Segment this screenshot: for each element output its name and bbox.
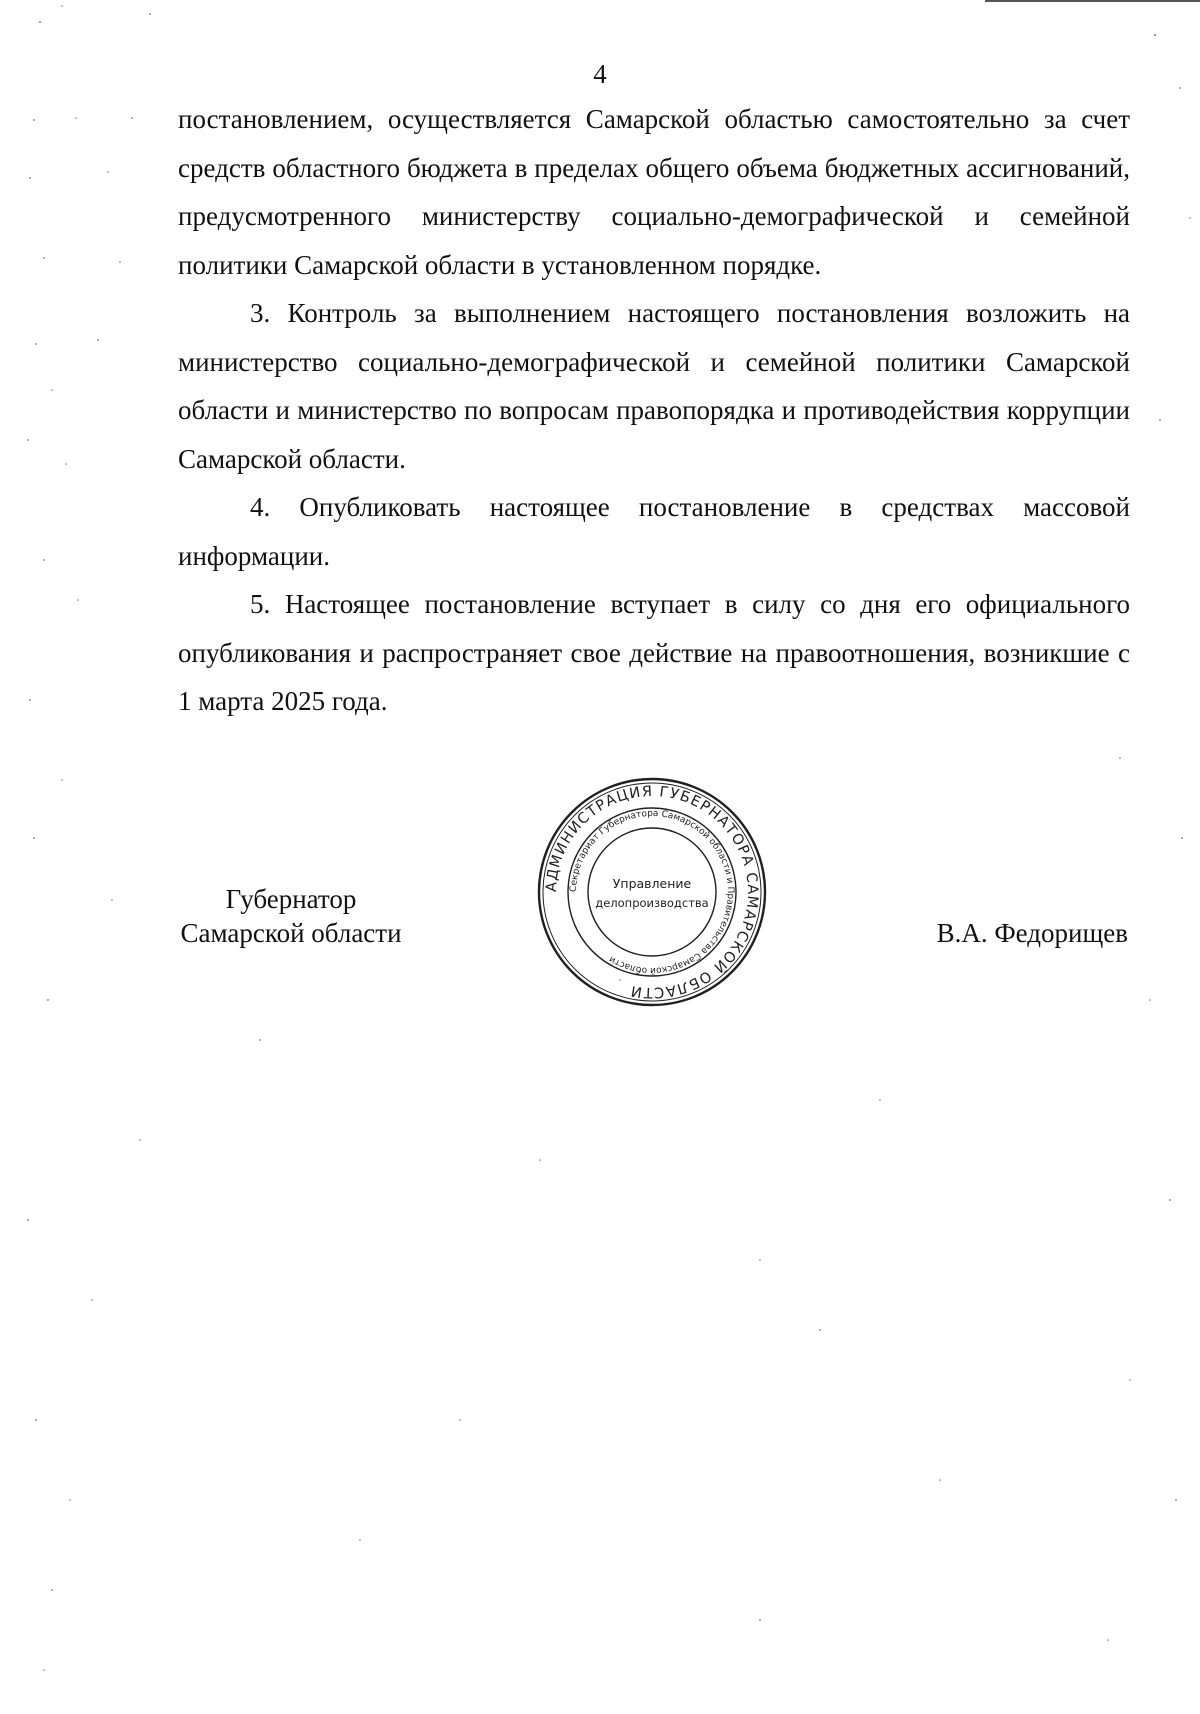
signatory-position-line2: Самарской области — [180, 918, 402, 948]
seal-inner-ring — [588, 828, 716, 956]
seal-center-line2: делопроизводства — [595, 896, 709, 910]
seal-outer-text: АДМИНИСТРАЦИЯ ГУБЕРНАТОРА САМАРСКОЙ ОБЛАСТИ — [543, 783, 761, 1001]
signatory-position — [172, 882, 410, 950]
signatory-name: В.А. Федорищев — [936, 918, 1128, 948]
paragraph-4-publish: 4. Опубликовать настоящее постановление в средствах массовой информации. — [178, 492, 1130, 571]
paragraph-3-control: 3. Контроль за выполнением настоящего постановления возложить на министерство социально-демографической и семейной политики Самарской области и министерство по вопросам правопорядка и противодействия коррупции Самарской области. — [178, 298, 1130, 474]
paragraph-continuation: постановлением, осуществляется Самарской областью самостоятельно за счет средств областного бюджета в пределах общего объема бюджетных ассигнований, предусмотренного министерству социально-демографической и семейной политики Самарской области в установленном порядке. — [178, 104, 1130, 280]
top-edge-rule — [985, 0, 1200, 2]
document-body — [178, 95, 1130, 726]
signatory-position-line1: Губернатор — [225, 884, 357, 914]
paragraph-5-effective: 5. Настоящее постановление вступает в силу со дня его официального опубликования и распространяет свое действие на правоотношения, возникшие с 1 марта 2025 года. — [178, 589, 1130, 716]
seal-middle-ring — [568, 808, 736, 976]
page-number: 4 — [593, 59, 607, 89]
official-seal-stamp — [536, 776, 768, 1008]
seal-center-line1: Управление — [612, 876, 692, 891]
seal-inner-text: Секретариат Губернатора Самарской области и Правительства Самарской области — [568, 808, 736, 976]
